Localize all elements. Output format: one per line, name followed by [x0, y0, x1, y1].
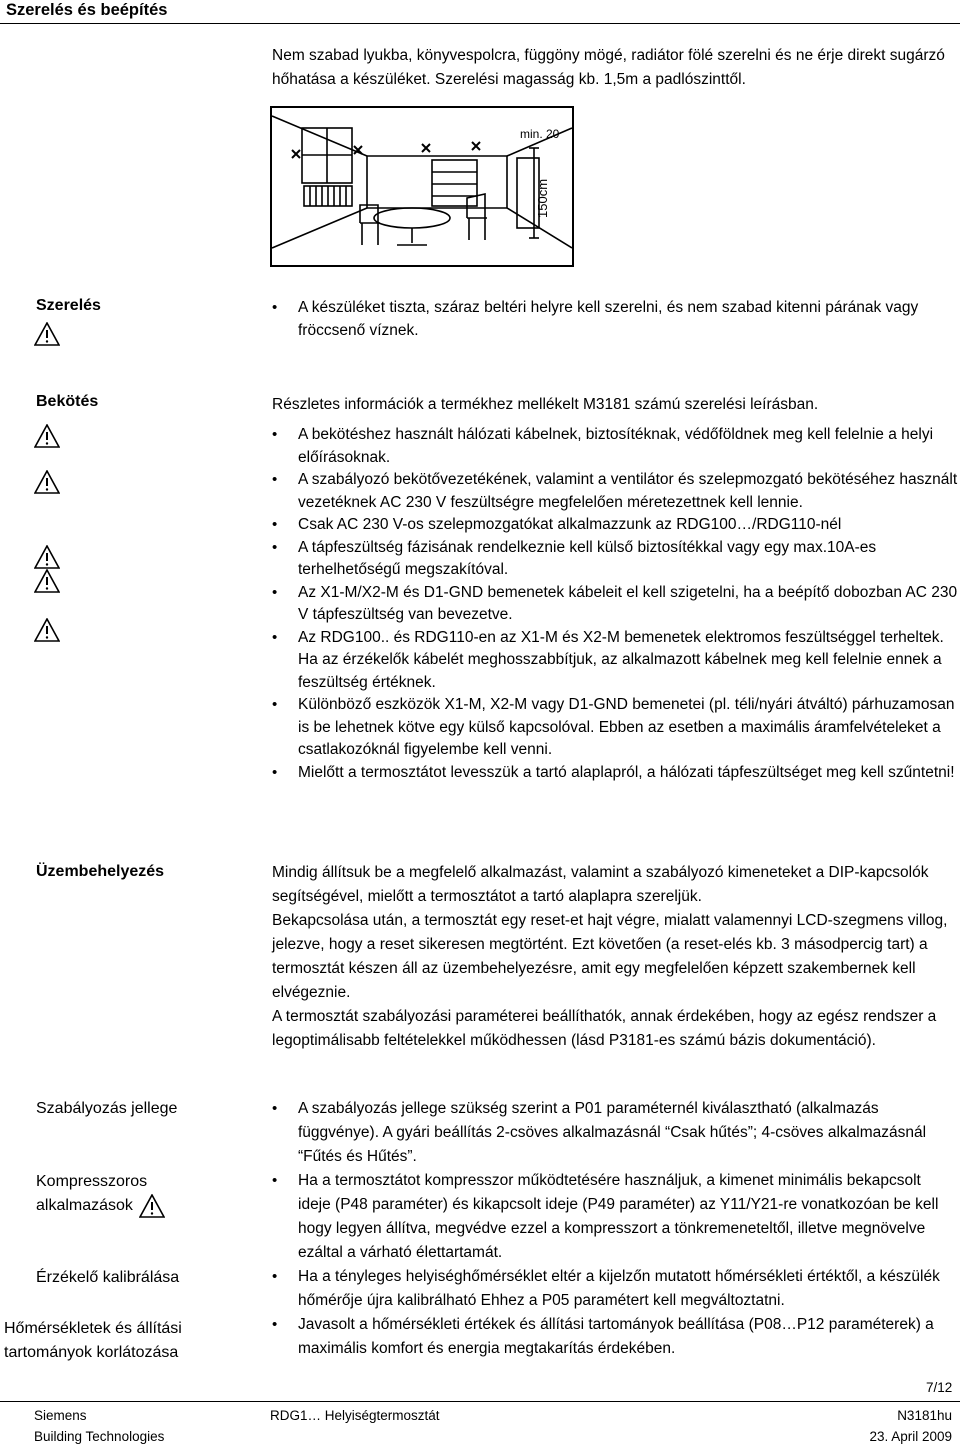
footer-divider [0, 1401, 960, 1402]
uzembe-paragraph-3: A termosztát szabályozási paraméterei beállíthatók, annak érdekében, hogy az egész rendszer a legoptimálisabb feltételekkel működhessen (lásd P3181-es számú bázis dokumentáció). [272, 1008, 937, 1049]
list-item: • A szabályozás jellege szükség szerint a P01 paraméternél kiválasztható (alkalmazás függvénye). A gyári beállítás 2-csöves alkalmazásnál “Csak hűtés”; 4-csöves alkalmazásnál “Fűtés és Hűtés”. [272, 1097, 952, 1169]
page-number: 7/12 [926, 1380, 953, 1395]
uzembe-paragraph-2: Bekapcsolása után, a termosztát egy reset-et hajt végre, mialatt valamennyi LCD-szegmens villog, jelezve, hogy a reset sikeresen megtörtént. Ezt követően (a reset-elés kb. 3 másodpercig tart) a termosztát készen áll az üzembehelyezésre, amit egy megfelelően képzett szakembernek kell elvégeznie. [272, 912, 948, 1001]
list-item: • Az X1-M/X2-M és D1-GND bemenetek kábeleit el kell szigetelni, ha a beépítő dobozban AC 230 V tápfeszültség van bevezetve. [272, 582, 960, 627]
list-item: • A készüléket tiszta, száraz beltéri helyre kell szerelni, és nem szabad kitenni párának vagy fröccsenő víznek. [272, 297, 952, 342]
bekotes-intro: Részletes információk a termékhez mellékelt M3181 számú szerelési leírásban. [272, 396, 819, 413]
list-item: • Különböző eszközök X1-M, X2-M vagy D1-GND bemenetei (pl. téli/nyári átváltó) párhuzamosan is be lehetnek kötve egy külső kapcsolóval. Ebben az esetben a maximális áramfelvételeket a csatlakozóknál figyelembe kell venni. [272, 694, 960, 762]
side-label-kompresszoros [36, 1170, 165, 1218]
warning-icon [34, 322, 60, 346]
szereles-list [272, 297, 952, 342]
section-label-uzembehelyezes: Üzembehelyezés [36, 863, 165, 880]
warning-icon [34, 545, 60, 569]
footer-date: 23. April 2009 [869, 1429, 952, 1444]
uzembe-paragraph-1: Mindig állítsuk be a megfelelő alkalmazást, valamint a szabályozó kimeneteket a DIP-kapcsolók segítségével, mielőtt a termosztátot a tartó alaplapra szereljük. [272, 864, 929, 905]
list-item: • A bekötéshez használt hálózati kábelnek, biztosítéknak, védőföldnek meg kell felelnie a helyi előírásoknak. [272, 424, 960, 469]
warning-icon [34, 618, 60, 642]
list-item: • Mielőtt a termosztátot levesszük a tartó alaplapról, a hálózati tápfeszültséget meg kell szűntetni! [272, 762, 960, 785]
uzembe-text [272, 861, 952, 1053]
footer-division: Building Technologies [34, 1429, 165, 1444]
lower-list [272, 1097, 952, 1361]
side-label-homersekletek-2: tartományok korlátozása [4, 1344, 179, 1361]
list-item: • A szabályozó bekötővezetékének, valamint a ventilátor és szelepmozgató bekötéséhez használt vezetéknek AC 230 V feszültségre megfelelően méretezettnek kell lennie. [272, 469, 960, 514]
section-label-szereles: Szerelés [36, 297, 101, 314]
page-title: Szerelés és beépítés [6, 1, 168, 19]
list-item: • Az RDG100.. és RDG110-en az X1-M és X2-M bemenetek elektromos feszültséggel terheltek. Ha az érzékelők kábelét meghosszabbítjuk, az alkalmazott kábelnek meg kell felelnie ennek a feszültség értéknek. [272, 627, 960, 695]
figure-height-label: 150cm [535, 178, 550, 218]
footer-company [34, 1405, 164, 1447]
bekotes-list [272, 424, 960, 784]
warning-icon [34, 569, 60, 593]
warning-icon [34, 470, 60, 494]
warning-icon [139, 1194, 165, 1218]
side-label-kompresszoros-1: Kompresszoros [36, 1173, 148, 1190]
list-item: • Javasolt a hőmérsékleti értékek és állítási tartományok beállítása (P08…P12 paraméterek) a maximális komfort és energia megtakarítás érdekében. [272, 1313, 952, 1361]
side-label-kalibralas: Érzékelő kalibrálása [36, 1269, 180, 1286]
side-label-kompresszoros-2: alkalmazások [36, 1197, 133, 1214]
intro-paragraph: Nem szabad lyukba, könyvespolcra, függöny mögé, radiátor fölé szerelni és ne érje direkt sugárzó hőhatása a készüléket. Szerelési magasság kb. 1,5m a padlószinttől. [272, 47, 945, 88]
list-item: • Ha a termosztátot kompresszor működtetésére használjuk, a kimenet minimális bekapcsolt ideje (P48 paraméter) és kikapcsolt ideje (P49 paraméter) az Y11/Y21-re vonatkozóan be kell hogy legyen állítva, megvédve ezzel a kompresszort a tönkremeneteltől, illetve megnövelve ezáltal a várható élettartamát. [272, 1169, 952, 1265]
mounting-illustration [270, 106, 574, 267]
list-item: • A tápfeszültség fázisának rendelkeznie kell külső biztosítékkal vagy egy max.10A-es terhelhetőségű megszakítóval. [272, 537, 960, 582]
warning-icon [34, 424, 60, 448]
side-label-homersekletek [4, 1317, 182, 1365]
list-item: • Csak AC 230 V-os szelepmozgatókat alkalmazzunk az RDG100…/RDG110-nél [272, 514, 960, 537]
header-divider [0, 23, 960, 24]
side-label-homersekletek-1: Hőmérsékletek és állítási [4, 1320, 182, 1337]
section-label-bekotes: Bekötés [36, 393, 99, 410]
footer-company-name: Siemens [34, 1408, 87, 1423]
footer-doc-number: N3181hu [897, 1408, 952, 1423]
footer-product: RDG1… Helyiségtermosztát [270, 1408, 440, 1423]
list-item: • Ha a tényleges helyiséghőmérséklet eltér a kijelzőn mutatott hőmérsékleti értéktől, a készülék hőmérője újra kalibrálható Ehhez a P05 paramétert kell megváltoztatni. [272, 1265, 952, 1313]
figure-min-label: min. 20 [520, 127, 560, 141]
footer-docinfo [869, 1405, 952, 1447]
page-header [0, 0, 960, 22]
side-label-szabalyozas: Szabályozás jellege [36, 1100, 178, 1117]
